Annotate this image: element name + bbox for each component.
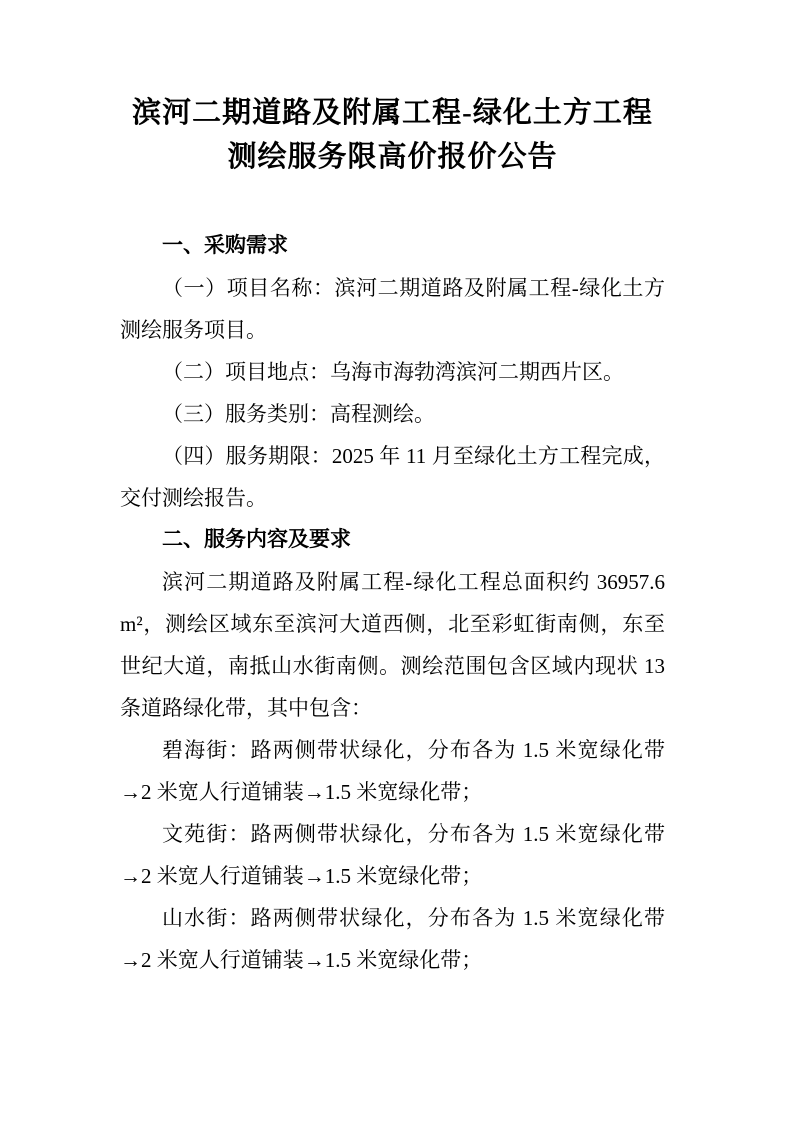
- section-heading-2: 二、服务内容及要求: [162, 528, 351, 551]
- document-body: [120, 225, 665, 981]
- document-title: [120, 91, 665, 179]
- paragraph: 滨河二期道路及附属工程-绿化工程总面积约 36957.6 m²，测绘区域东至滨河大道西侧，北至彩虹街南侧，东至世纪大道，南抵山水街南侧。测绘范围包含区域内现状 13 条道路绿化带，其中包含：: [120, 570, 665, 720]
- paragraph: （一）项目名称：滨河二期道路及附属工程-绿化土方测绘服务项目。: [120, 276, 665, 342]
- paragraph: 山水街：路两侧带状绿化，分布各为 1.5 米宽绿化带→2 米宽人行道铺装→1.5 米宽绿化带；: [120, 906, 665, 972]
- section-heading-1: 一、采购需求: [162, 234, 288, 257]
- paragraph: 碧海街：路两侧带状绿化，分布各为 1.5 米宽绿化带→2 米宽人行道铺装→1.5 米宽绿化带；: [120, 738, 665, 804]
- document-content: [120, 91, 665, 981]
- paragraph: （四）服务期限：2025 年 11 月至绿化土方工程完成，交付测绘报告。: [120, 444, 665, 510]
- title-line-1: 滨河二期道路及附属工程-绿化土方工程: [132, 97, 653, 129]
- paragraph: 文苑街：路两侧带状绿化，分布各为 1.5 米宽绿化带→2 米宽人行道铺装→1.5 米宽绿化带；: [120, 822, 665, 888]
- title-line-2: 测绘服务限高价报价公告: [227, 141, 558, 173]
- paragraph: （三）服务类别：高程测绘。: [162, 402, 435, 426]
- paragraph: （二）项目地点：乌海市海勃湾滨河二期西片区。: [162, 360, 624, 384]
